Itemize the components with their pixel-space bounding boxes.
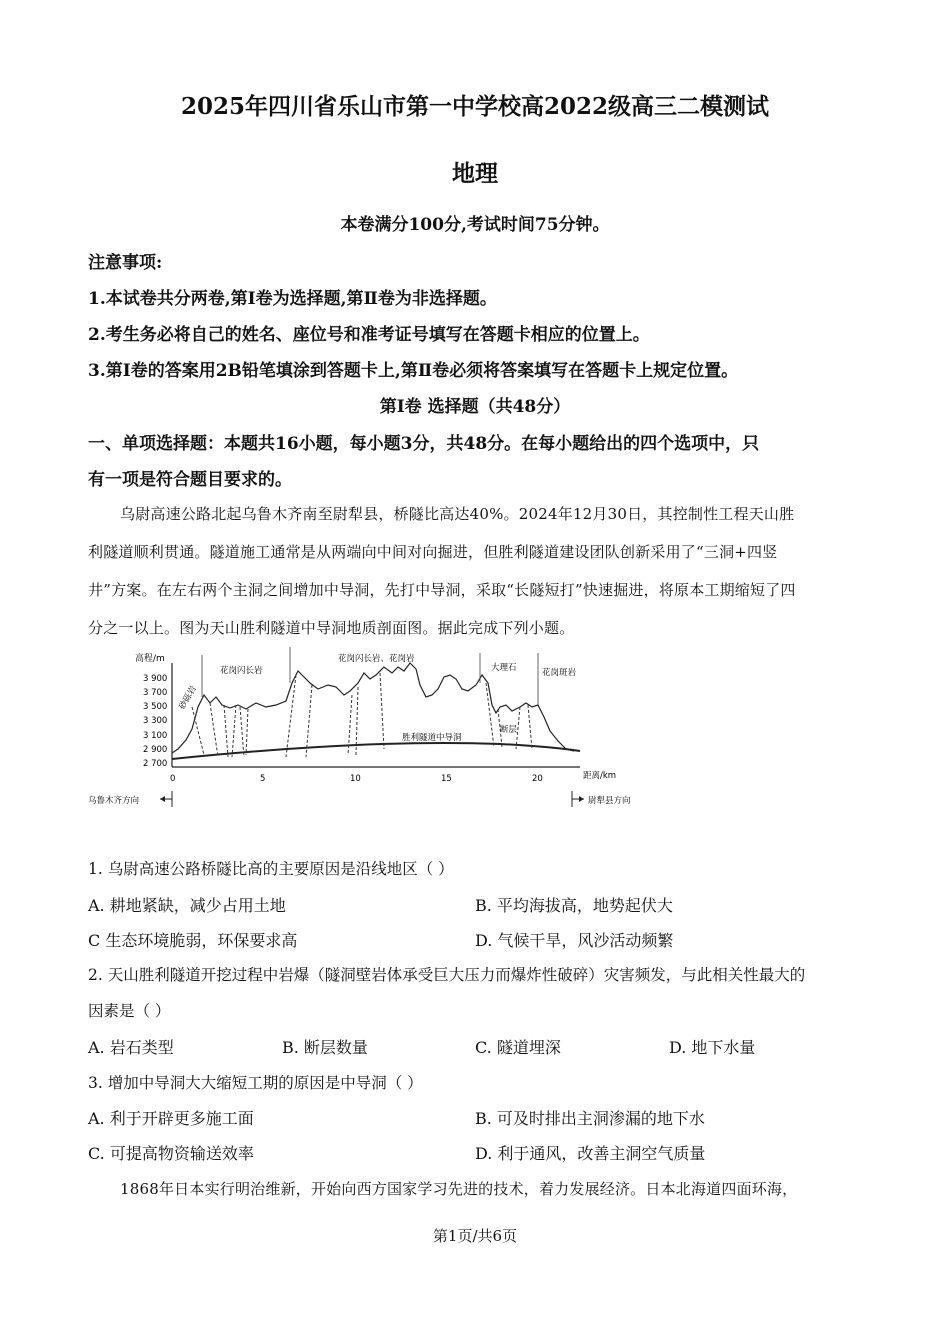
passage-line: 分之一以上。图为天山胜利隧道中导洞地质剖面图。据此完成下列小题。 xyxy=(88,619,575,637)
page-number: 第1页/共6页 xyxy=(432,1227,518,1245)
question-stem: 因素是（ ） xyxy=(88,1002,171,1020)
rock-label-marble: 大理石 xyxy=(491,663,517,673)
option-c[interactable]: C 生态环境脆弱，环保要求高 xyxy=(88,931,298,950)
option-b[interactable]: B. 平均海拔高，地势起伏大 xyxy=(475,896,673,915)
fault-label: 断层 xyxy=(500,725,518,735)
question-stem: 2. 天山胜利隧道开挖过程中岩爆（隧洞壁岩体承受巨大压力而爆炸性破碎）灾害频发，与此相关性最大的 xyxy=(88,966,806,984)
passage-line: 利隧道顺利贯通。隧道施工通常是从两端向中间对向掘进，但胜利隧道建设团队创新采用了“三洞+四竖 xyxy=(88,543,778,561)
rock-label-granite-flash: 花岗闪长岩 xyxy=(220,666,263,676)
passage-line: 井”方案。在左右两个主洞之间增加中导洞，先打中导洞，采取“长隧短打”快速掘进，将原本工期缩短了四 xyxy=(88,581,796,599)
option-b[interactable]: B. 可及时排出主洞渗漏的地下水 xyxy=(475,1109,705,1128)
section-title: 第Ⅰ卷 选择题（共48分） xyxy=(379,397,571,417)
rock-label-porphyry: 花岗斑岩 xyxy=(542,668,577,678)
exam-info: 本卷满分100分,考试时间75分钟。 xyxy=(340,215,610,235)
x-tick-label: 15 xyxy=(441,774,452,784)
exam-title: 2025年四川省乐山市第一中学校高2022级高三二模测试 xyxy=(180,93,770,120)
option-c[interactable]: C. 隧道埋深 xyxy=(475,1038,561,1057)
y-tick-label: 2 900 xyxy=(143,745,168,755)
right-direction-label: 尉犁县方向 xyxy=(588,796,631,806)
rock-label-sandstone: 砂砾岩 xyxy=(177,684,199,712)
y-tick-label: 3 300 xyxy=(143,716,168,726)
geologic-profile-figure xyxy=(80,645,650,815)
notes-item: 2.考生务必将自己的姓名、座位号和准考证号填写在答题卡相应的位置上。 xyxy=(88,325,650,345)
option-d[interactable]: D. 气候干旱，风沙活动频繁 xyxy=(475,931,674,950)
y-tick-label: 3 100 xyxy=(143,731,168,741)
y-tick-label: 3 900 xyxy=(143,674,168,684)
section-instruction: 一、单项选择题：本题共16小题，每小题3分，共48分。在每小题给出的四个选项中，只 xyxy=(88,434,760,454)
rock-label-granite-mix: 花岗闪长岩、花岗岩 xyxy=(338,654,415,664)
option-a[interactable]: A. 利于开辟更多施工面 xyxy=(88,1109,254,1128)
option-a[interactable]: A. 岩石类型 xyxy=(88,1038,174,1057)
x-tick-label: 20 xyxy=(532,774,543,784)
passage-line: 1868年日本实行明治维新，开始向西方国家学习先进的技术，着力发展经济。日本北海道四面环海， xyxy=(120,1180,798,1198)
terrain-profile-line xyxy=(172,663,574,753)
y-tick-label: 3 700 xyxy=(143,688,168,698)
y-tick-label: 3 500 xyxy=(143,702,168,712)
y-axis-title: 高程/m xyxy=(135,654,165,664)
option-c[interactable]: C. 可提高物资输送效率 xyxy=(88,1144,254,1163)
tunnel-label: 胜利隧道中导洞 xyxy=(402,733,462,743)
notes-heading: 注意事项: xyxy=(88,253,163,273)
y-tick-label: 2 700 xyxy=(143,759,168,769)
x-tick-label: 10 xyxy=(350,774,361,784)
option-b[interactable]: B. 断层数量 xyxy=(282,1038,368,1057)
x-ticks xyxy=(170,770,616,784)
option-d[interactable]: D. 利于通风，改善主洞空气质量 xyxy=(475,1144,706,1163)
x-tick-label: 0 xyxy=(170,774,176,784)
x-axis-title: 距离/km xyxy=(583,771,617,781)
y-ticks xyxy=(143,674,167,769)
left-direction-label: 乌鲁木齐方向 xyxy=(88,796,140,806)
option-a[interactable]: A. 耕地紧缺，减少占用土地 xyxy=(88,896,286,915)
question-stem: 1. 乌尉高速公路桥隧比高的主要原因是沿线地区（ ） xyxy=(88,860,454,878)
option-d[interactable]: D. 地下水量 xyxy=(669,1038,756,1057)
notes-item: 1.本试卷共分两卷,第Ⅰ卷为选择题,第Ⅱ卷为非选择题。 xyxy=(88,289,497,309)
x-tick-label: 5 xyxy=(260,774,266,784)
passage-line: 乌尉高速公路北起乌鲁木齐南至尉犁县，桥隧比高达40%。2024年12月30日，其控制性工程天山胜 xyxy=(120,505,795,523)
question-stem: 3. 增加中导洞大大缩短工期的原因是中导洞（ ） xyxy=(88,1074,423,1092)
subject-title: 地理 xyxy=(452,160,498,187)
section-instruction: 有一项是符合题目要求的。 xyxy=(88,470,292,490)
notes-item: 3.第Ⅰ卷的答案用2B铅笔填涂到答题卡上,第Ⅱ卷必须将答案填写在答题卡上规定位置。 xyxy=(88,361,739,381)
